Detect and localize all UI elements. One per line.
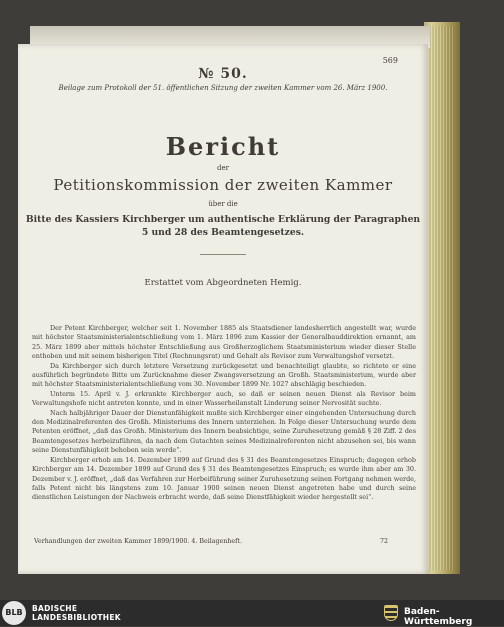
gilt-page-edge (424, 22, 460, 574)
blb-logo-icon[interactable]: BLB (2, 601, 26, 625)
coat-of-arms-icon (384, 605, 398, 621)
book-page (18, 44, 428, 574)
page-footer: Verhandlungen der zweiten Kammer 1899/1900. 4. Beilagenheft. (34, 538, 242, 545)
paragraph: Nach halbjähriger Dauer der Dienstunfähigkeit mußte sich Kirchberger einer eingehenden Untersuchung durch den Medizinalreferenten des Großh. Ministeriums des Innern unterziehen. In Folge dieser Untersuchung wurde dem Petenten eröffnet, „daß das Großh. Ministerium des Innern beabsichtige, seine Zuruhesetzung gemäß § 28 Ziff. 2 des Beamtengesetzes herbeizuführen, da nach dem Gutachten seines Medizinalreferenten nicht abzusehen sei, bis wann seine Dienstunfähigkeit behoben sein werde“. (32, 408, 416, 455)
title-subject-line-1: Bitte des Kassiers Kirchberger um authentische Erklärung der Paragraphen (25, 214, 421, 225)
document-number: № 50. (198, 66, 248, 82)
title-ueber: über die (208, 200, 238, 208)
title-commission: Petitionskommission der zweiten Kammer (53, 176, 393, 194)
paragraph: Unterm 15. April v. J. erkrankte Kirchberger auch, so daß er seinen neuen Dienst als Revisor beim Verwaltungshofe nicht antreten konnte, und in einer Wasserheilanstalt Linderung seiner Nervosität suchte. (32, 389, 416, 408)
library-name-line-2: LANDESBIBLIOTHEK (32, 613, 121, 622)
paragraph: Da Kirchberger sich durch letztere Versetzung zurückgesetzt und benachteiligt glaubte, so richtete er eine ausführlich begründete Bitte um Zurücknahme dieser Zwangsversetzung an Großh. Staatsministerium, wurde aber mit höchster Staatsministerialentschließung vom 30. November 1899 Nr. 1027 abschlägig beschieden. (32, 361, 416, 389)
report-body (32, 324, 416, 503)
reporter-line: Erstattet vom Abgeordneten Hemig. (144, 278, 302, 288)
viewer-footer-bar (0, 600, 504, 626)
paragraph: Kirchberger erhob am 14. Dezember 1899 auf Grund des § 31 des Beamtengesetzes Einspruch; dagegen erhob Kirchberger am 14. Dezember 1899 auf Grund des § 31 des Beamtengesetzes Einspruch; es wurde ihm aber am 30. Dezember v. J. eröffnet, „daß das Verfahren zur Herbeiführung seiner Zuruhesetzung seinen Fortgang nehmen werde, falls Petent nicht bis längstens zum 10. Januar 1900 seinen neuen Dienst angetreten habe und durch seine dienstlichen Leistungen der Nachweis erbracht werde, daß seine Dienstfähigkeit wieder hergestellt sei“. (32, 455, 416, 502)
paragraph: Der Petent Kirchberger, welcher seit 1. November 1885 als Staatsdiener landesherrlich angestellt war, wurde mit höchster Staatsministerialentschließung vom 1. März 1896 zum Kassier der Generalbauddirektion ernannt, am 25. März 1899 aber mittels höchster Entschließung aus Großherzoglichem Staatsministerium wieder dieser Stelle enthoben und mit seinem bisherigen Titel (Rechnungsrat) und Gehalt als Revisor zum Verwaltungshof versetzt. (32, 324, 416, 361)
library-name-line-1: BADISCHE (32, 604, 78, 613)
beilage-line: Beilage zum Protokoll der 51. öffentlichen Sitzung der zweiten Kammer vom 26. März 1900. (58, 84, 388, 92)
page-number: 569 (382, 56, 398, 65)
title-der: der (217, 164, 229, 172)
state-logo-text[interactable]: Baden-Württemberg (404, 607, 473, 627)
title-subject-line-2: 5 und 28 des Beamtengesetzes. (141, 227, 305, 238)
title-divider (200, 254, 246, 255)
library-name[interactable] (32, 604, 121, 622)
title-bericht: Bericht (165, 132, 281, 161)
sheet-number: 72 (379, 538, 388, 545)
